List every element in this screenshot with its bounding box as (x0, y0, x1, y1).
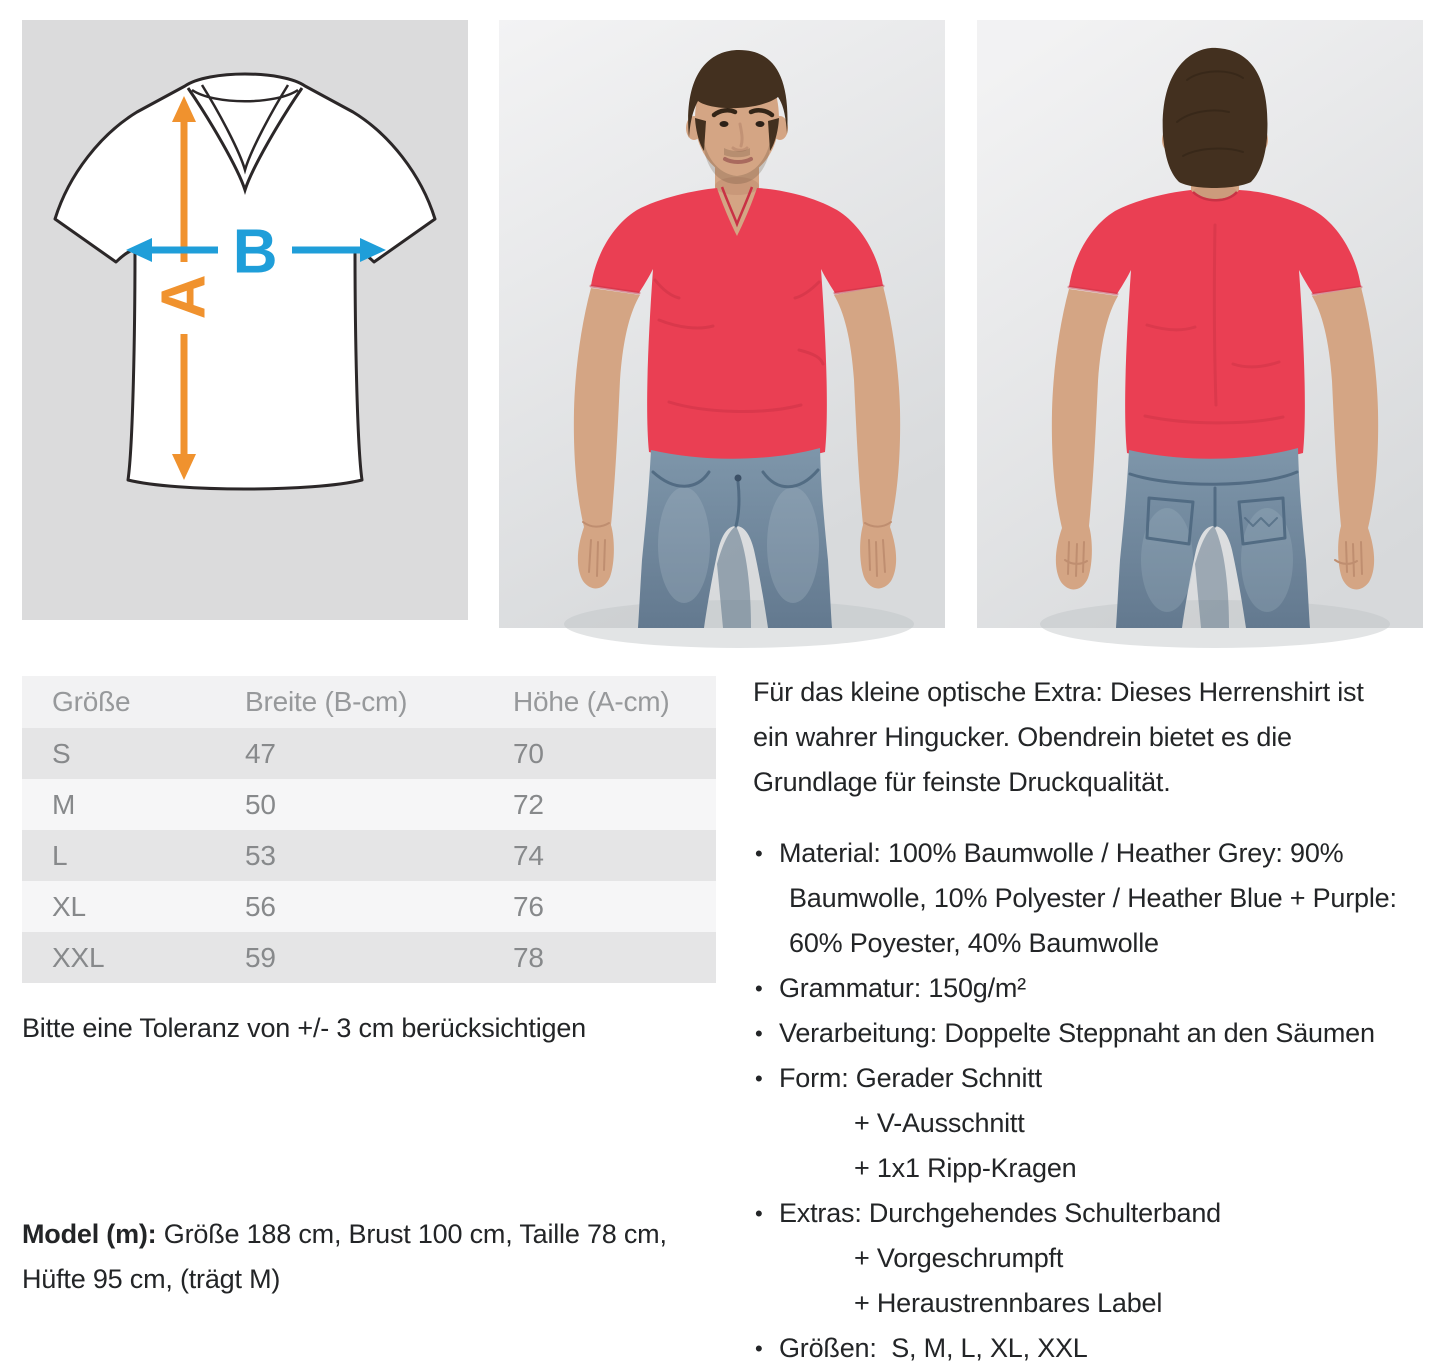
size-cell: XXL (52, 941, 105, 973)
feature-list (753, 831, 1433, 1371)
value-cell: 59 (245, 941, 276, 973)
feature-sub-item: + 1x1 Ripp-Kragen (854, 1153, 1077, 1183)
bullet-icon: • (755, 976, 763, 1001)
feature-item (753, 831, 1433, 966)
table-row (22, 932, 716, 983)
size-diagram-panel (22, 20, 468, 620)
description-intro: Für das kleine optische Extra: Dieses Herrenshirt ist ein wahrer Hingucker. Obendrein bietet es die Grundlage für feinste Druckqualität. (753, 677, 1364, 797)
jeans-front (638, 448, 832, 628)
value-cell: 70 (513, 737, 544, 769)
value-cell: 56 (245, 890, 276, 922)
bullet-icon: • (755, 841, 763, 866)
tshirt-measurement-diagram (22, 20, 468, 620)
size-table-body (22, 728, 716, 983)
feature-text: Material: 100% Baumwolle / Heather Grey: 90% Baumwolle, 10% Polyester / Heather Blue + Purple: 60% Poyester, 40% Baumwolle (779, 838, 1397, 958)
feature-item (753, 1011, 1433, 1056)
feature-item (753, 966, 1433, 1011)
model-info-line2: Hüfte 95 cm, (trägt M) (22, 1264, 281, 1294)
size-table-header (22, 676, 716, 728)
label-a: A (149, 274, 219, 320)
model-front-illustration (499, 20, 945, 628)
size-cell: XL (52, 890, 86, 922)
value-cell: 72 (513, 788, 544, 820)
feature-text: Größen: S, M, L, XL, XXL (779, 1333, 1088, 1363)
model-back-illustration (977, 20, 1423, 628)
column-header-width: Breite (B-cm) (245, 686, 408, 717)
size-cell: L (52, 839, 68, 871)
value-cell: 76 (513, 890, 544, 922)
feature-item (753, 1191, 1433, 1326)
value-cell: 53 (245, 839, 276, 871)
bullet-icon: • (755, 1336, 763, 1361)
jeans-back (1116, 448, 1310, 628)
value-cell: 78 (513, 941, 544, 973)
size-cell: S (52, 737, 71, 769)
feature-text: Verarbeitung: Doppelte Steppnaht an den Säumen (779, 1018, 1375, 1048)
tolerance-note: Bitte eine Toleranz von +/- 3 cm berücksichtigen (22, 1013, 586, 1043)
bullet-icon: • (755, 1021, 763, 1046)
value-cell: 74 (513, 839, 544, 871)
model-info-label: Model (m): (22, 1219, 157, 1249)
label-b: B (232, 217, 278, 287)
table-row (22, 779, 716, 830)
column-header-size: Größe (52, 686, 131, 717)
bullet-icon: • (755, 1201, 763, 1226)
model-info-line1: Größe 188 cm, Brust 100 cm, Taille 78 cm, (156, 1219, 667, 1249)
bullet-icon: • (755, 1066, 763, 1091)
size-table (22, 676, 716, 983)
feature-text: Extras: Durchgehendes Schulterband (779, 1198, 1221, 1228)
feature-text: Grammatur: 150g/m² (779, 973, 1026, 1003)
feature-sub-item: + Heraustrennbares Label (854, 1288, 1163, 1318)
value-cell: 50 (245, 788, 276, 820)
feature-sub-item: + V-Ausschnitt (854, 1108, 1025, 1138)
table-row (22, 728, 716, 779)
value-cell: 47 (245, 737, 276, 769)
size-cell: M (52, 788, 76, 820)
model-photo-back (977, 20, 1423, 628)
feature-sub-item: + Vorgeschrumpft (854, 1243, 1064, 1273)
feature-text: Form: Gerader Schnitt (779, 1063, 1042, 1093)
product-description (753, 670, 1433, 1371)
hair (1163, 48, 1268, 188)
table-row (22, 881, 716, 932)
model-info (22, 1212, 742, 1302)
column-header-height: Höhe (A-cm) (513, 686, 670, 717)
model-photo-front (499, 20, 945, 628)
feature-item (753, 1056, 1433, 1191)
feature-item (753, 1326, 1433, 1371)
table-row (22, 830, 716, 881)
